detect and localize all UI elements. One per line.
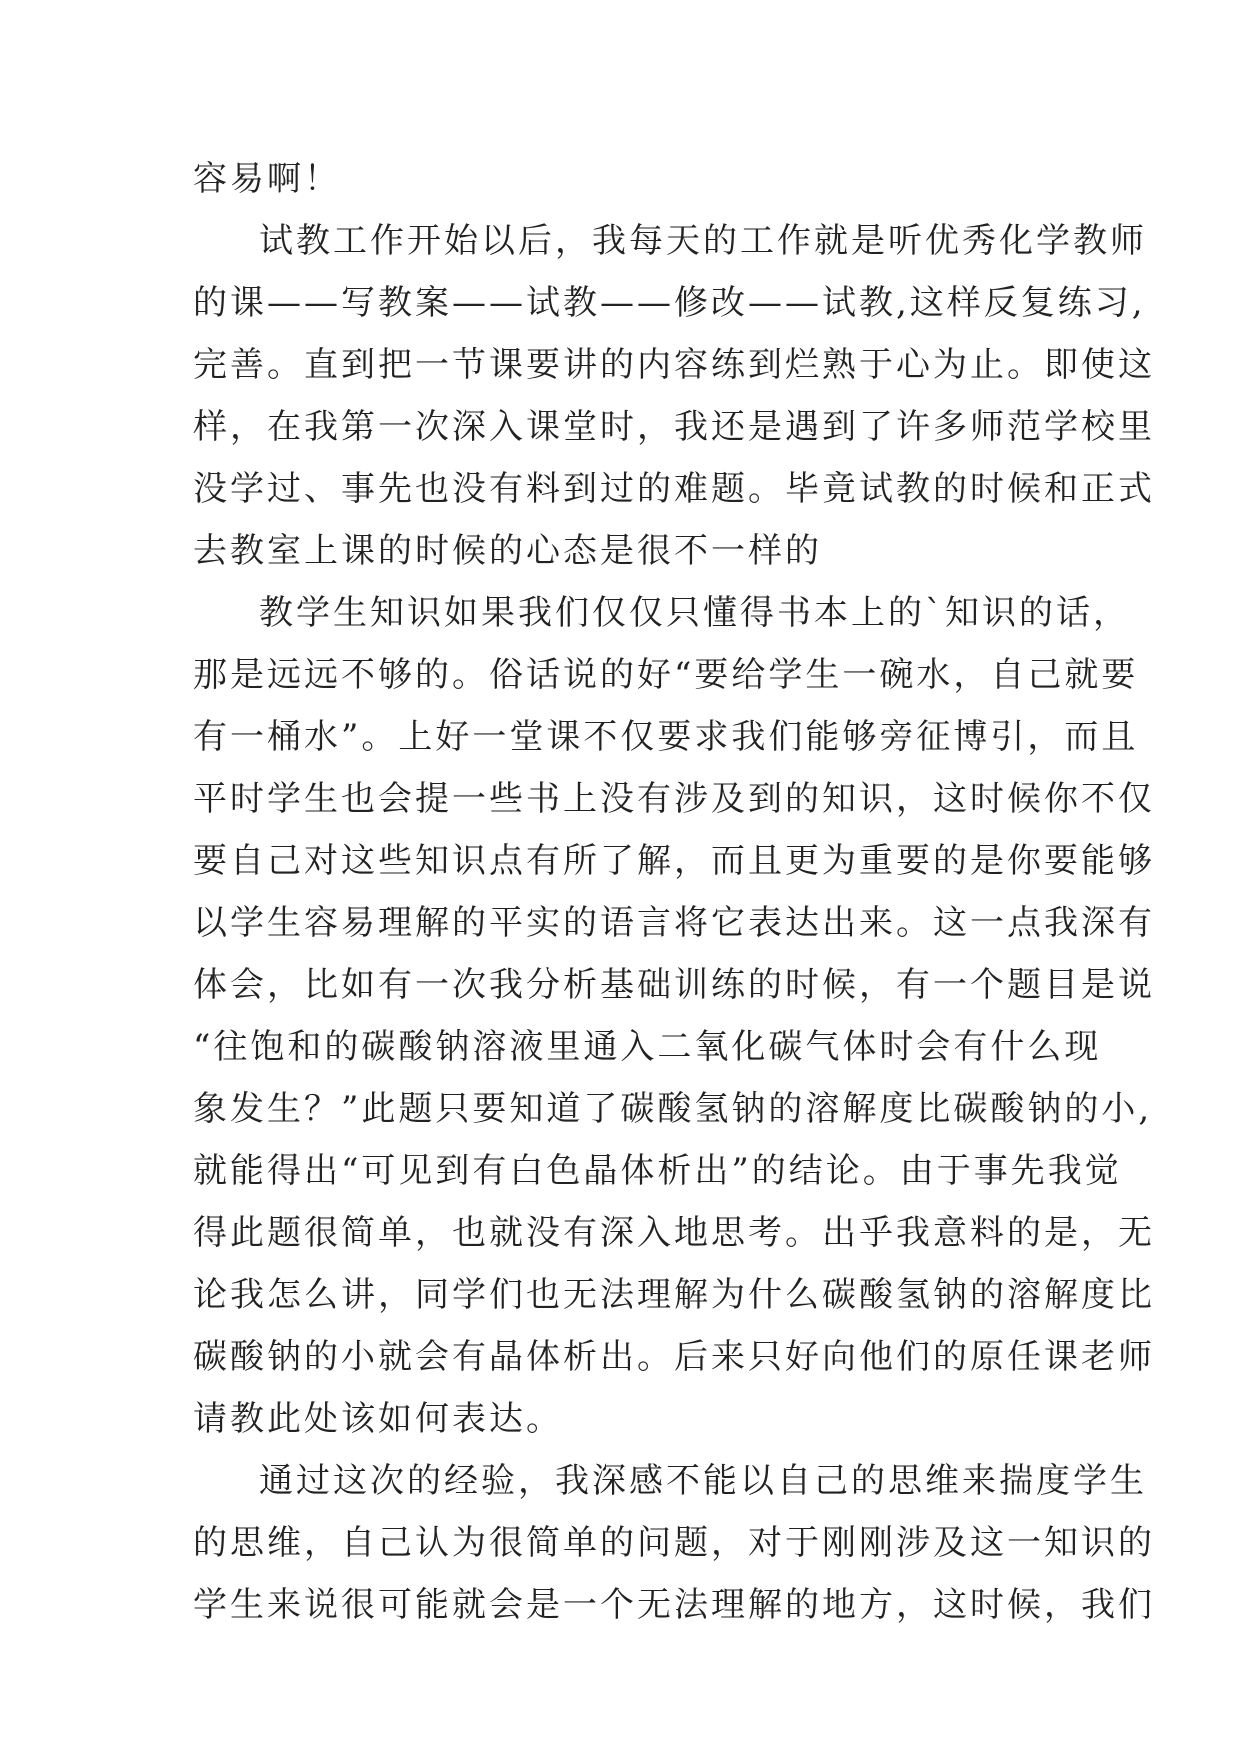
text-line: 体会，比如有一次我分析基础训练的时候，有一个题目是说 [193,965,1155,1005]
body-text [193,148,1155,1636]
text-line: 学生来说很可能就会是一个无法理解的地方，这时候，我们 [193,1585,1155,1625]
text-line: 有一桶水”。上好一堂课不仅要求我们能够旁征博引，而且 [193,717,1139,757]
text-line: 那是远远不够的。俗话说的好“要给学生一碗水，自己就要 [193,655,1139,695]
text-line: 就能得出“可见到有白色晶体析出”的结论。由于事先我觉 [193,1151,1122,1191]
text-line: 以学生容易理解的平实的语言将它表达出来。这一点我深有 [193,903,1155,943]
text-line: 的思维，自己认为很简单的问题，对于刚刚涉及这一知识的 [193,1523,1155,1563]
text-line: 请教此处该如何表达。 [193,1399,563,1439]
text-line: 象发生？”此题只要知道了碳酸氢钠的溶解度比碳酸钠的小, [193,1089,1153,1129]
text-line: 容易啊！ [193,159,341,199]
text-line: 完善。直到把一节课要讲的内容练到烂熟于心为止。即使这 [193,345,1155,385]
text-line: 教学生知识如果我们仅仅只懂得书本上的`知识的话， [259,593,1130,633]
text-line: 没学过、事先也没有料到过的难题。毕竟试教的时候和正式 [193,469,1155,509]
text-line: 平时学生也会提一些书上没有涉及到的知识，这时候你不仅 [193,779,1155,819]
text-line: “往饱和的碳酸钠溶液里通入二氧化碳气体时会有什么现 [193,1027,1102,1067]
text-line: 去教室上课的时候的心态是很不一样的 [193,531,822,571]
text-line: 样，在我第一次深入课堂时，我还是遇到了许多师范学校里 [193,407,1155,447]
text-line: 要自己对这些知识点有所了解，而且更为重要的是你要能够 [193,841,1155,881]
text-line: 通过这次的经验，我深感不能以自己的思维来揣度学生 [259,1461,1147,1501]
text-line: 试教工作开始以后，我每天的工作就是听优秀化学教师 [259,221,1147,261]
text-line: 得此题很简单，也就没有深入地思考。出乎我意料的是，无 [193,1213,1155,1253]
text-line: 的课——写教案——试教——修改——试教,这样反复练习, [193,283,1146,323]
text-line: 碳酸钠的小就会有晶体析出。后来只好向他们的原任课老师 [193,1337,1155,1377]
text-line: 论我怎么讲，同学们也无法理解为什么碳酸氢钠的溶解度比 [193,1275,1155,1315]
